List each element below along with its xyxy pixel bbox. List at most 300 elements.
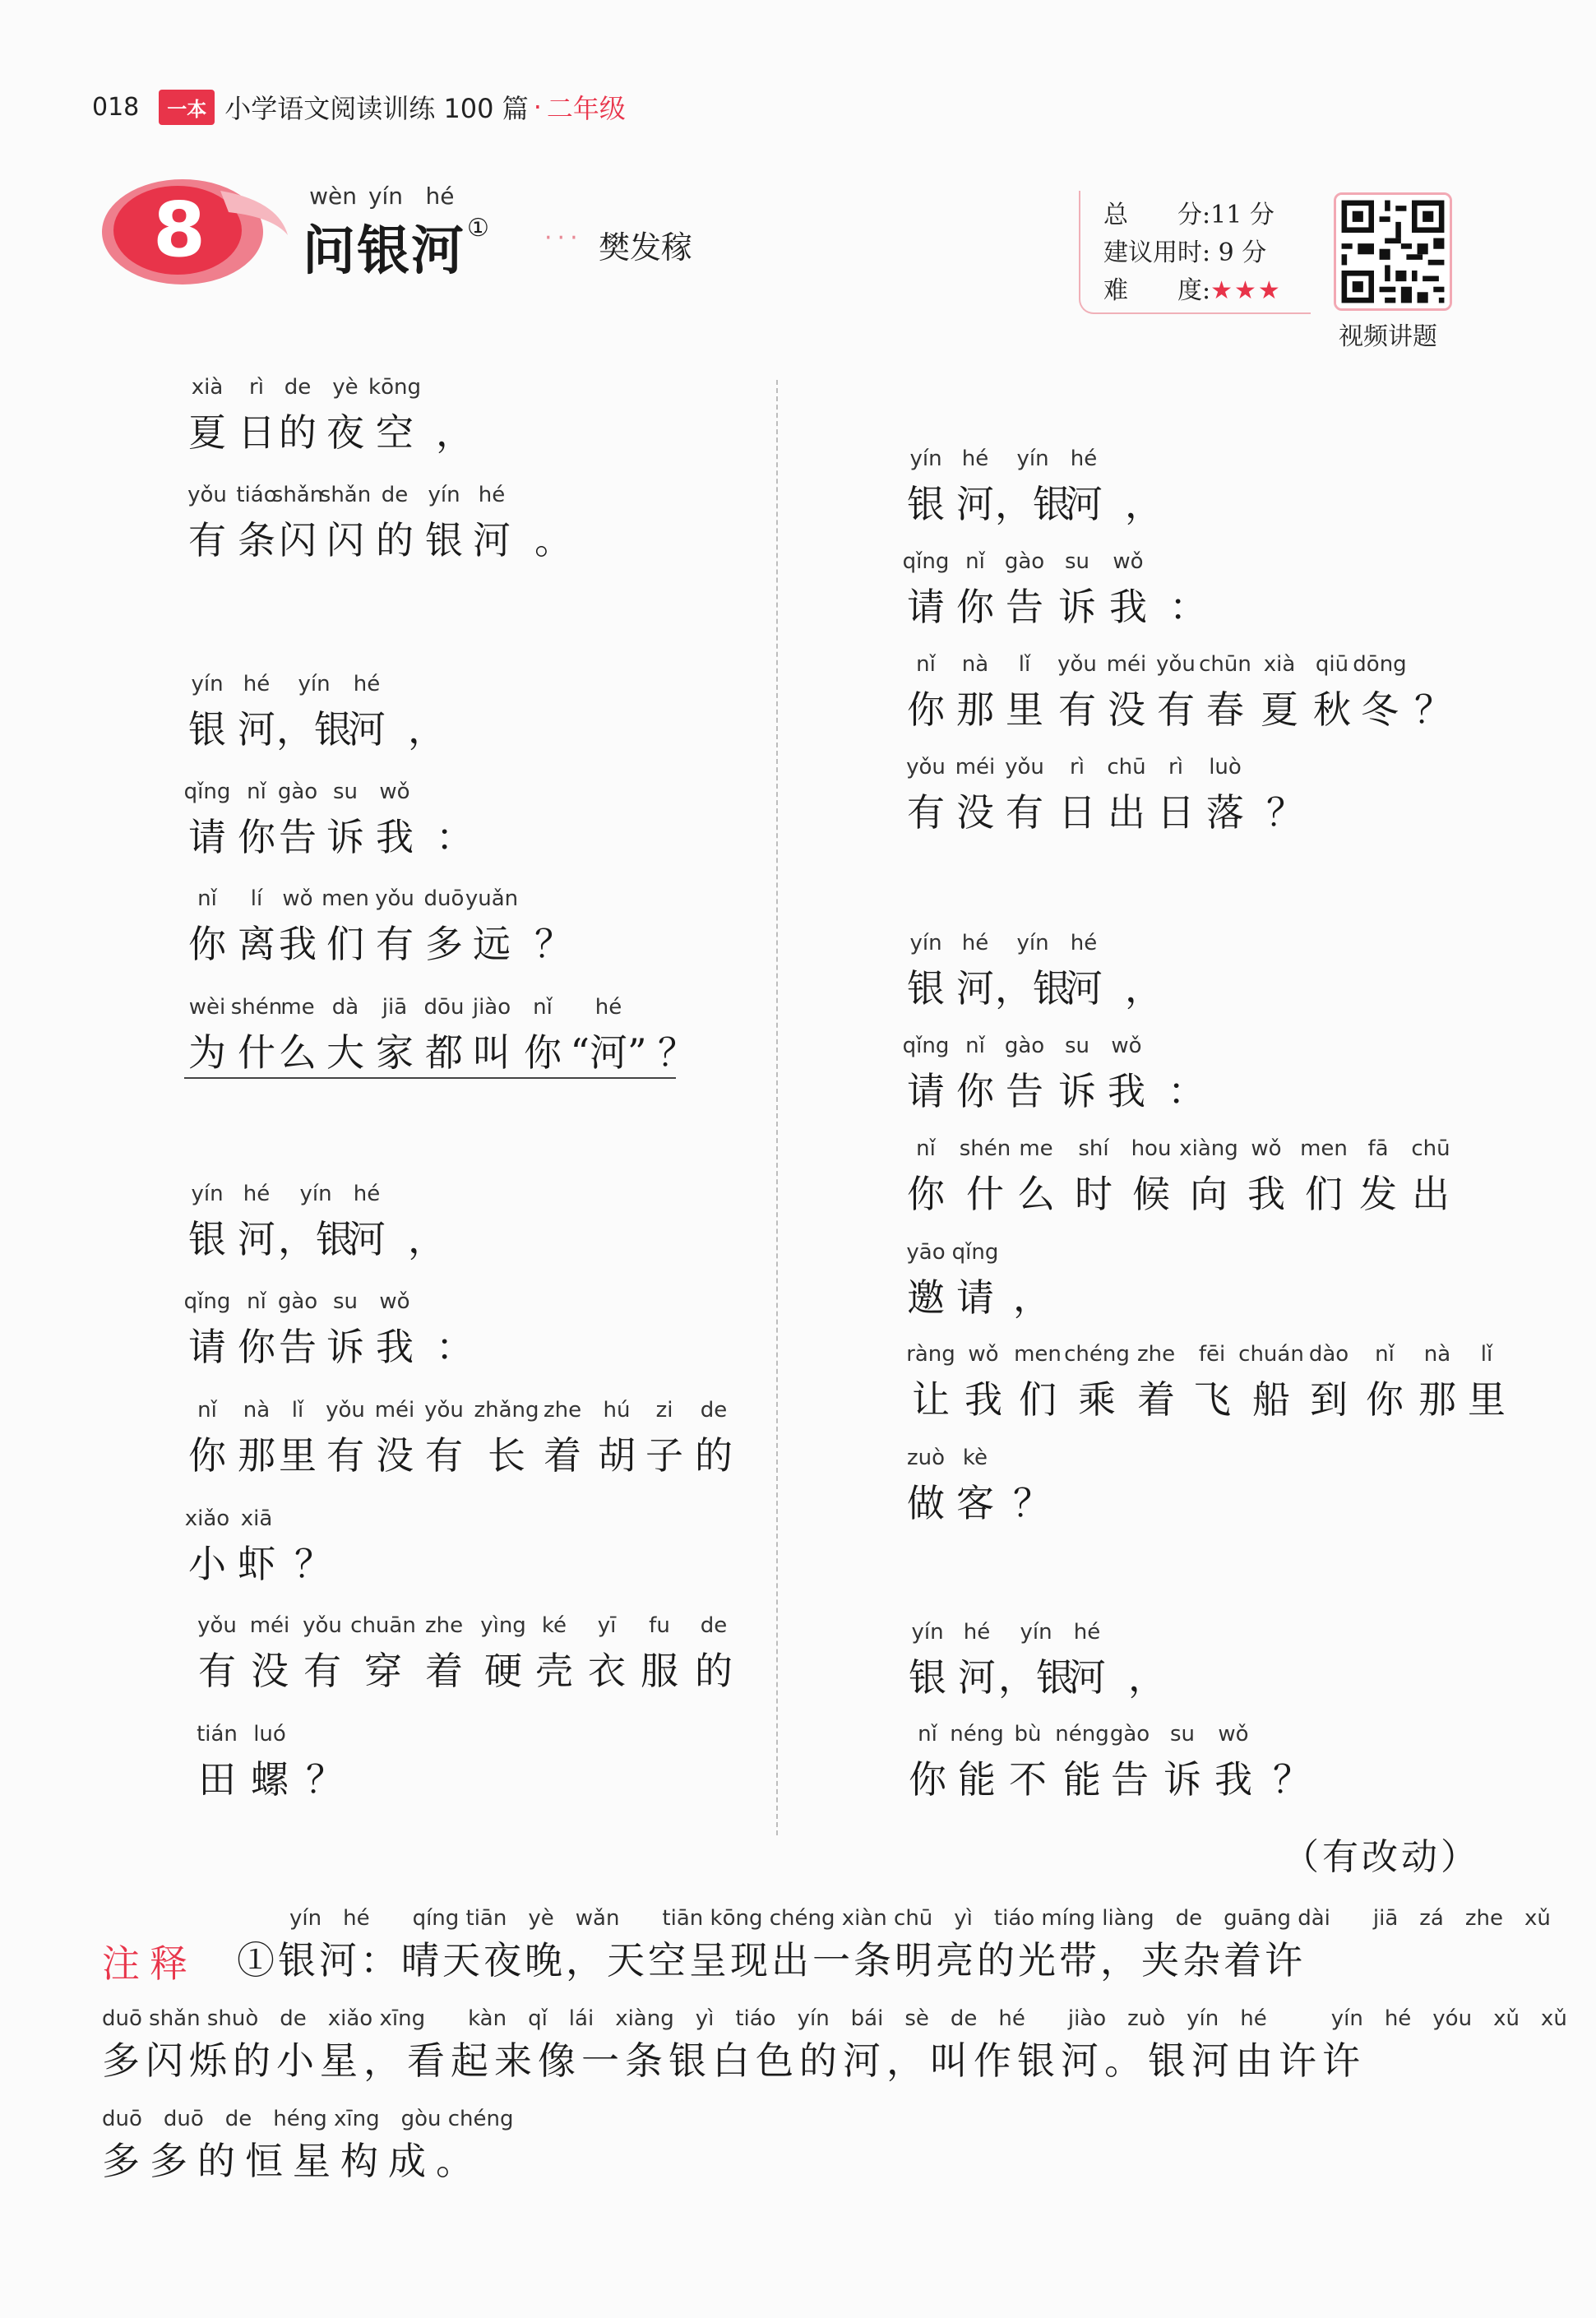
pinyin: nǐ xyxy=(918,1722,937,1747)
pinyin: yǒu xyxy=(1005,755,1044,780)
annotation-pinyin-1: yín hé qíng tiān yè wǎn tiān kōng chéng xiàn chū yì tiáo míng liàng de guāng dài jiā zá zhe xǔ xyxy=(289,1906,1551,1931)
video-qr-code[interactable] xyxy=(1334,192,1452,311)
hanzi: 那 xyxy=(238,1433,275,1478)
hanzi: 河 xyxy=(348,1217,386,1261)
pinyin: xiā xyxy=(240,1506,273,1531)
punctuation: ？ xyxy=(306,1757,344,1802)
footnote-mark: ① xyxy=(467,214,489,243)
annotation-line-3: 多多的恒星构成。 xyxy=(102,2139,483,2183)
pinyin: hé xyxy=(353,672,381,696)
pinyin: gào xyxy=(1004,1034,1045,1058)
hanzi: 告 xyxy=(279,1325,317,1369)
pinyin: shǎn xyxy=(271,483,324,507)
hanzi: 河 xyxy=(958,1655,996,1700)
punctuation: ： xyxy=(436,1325,474,1369)
punctuation: ， xyxy=(1128,1655,1166,1700)
pinyin: yìng xyxy=(480,1613,526,1638)
hanzi: 螺 xyxy=(251,1757,289,1802)
hanzi: 河 xyxy=(956,966,994,1011)
pinyin: nǐ xyxy=(965,1034,985,1058)
hanzi: 船 xyxy=(1252,1377,1290,1422)
pinyin: hé xyxy=(961,446,989,471)
pinyin: hé xyxy=(963,1620,991,1645)
pinyin: yín xyxy=(911,1620,944,1645)
hanzi: 们 xyxy=(1019,1377,1057,1422)
pinyin: lǐ xyxy=(291,1398,304,1423)
punctuation: ？ xyxy=(534,922,572,966)
pinyin: su xyxy=(1064,1034,1090,1058)
hanzi: 胡 xyxy=(598,1433,636,1478)
pinyin: méi xyxy=(955,755,996,780)
hanzi: 田 xyxy=(198,1757,236,1802)
pinyin: yín xyxy=(909,446,942,471)
pinyin: lǐ xyxy=(1018,652,1031,677)
pinyin: gào xyxy=(277,780,318,804)
pinyin: shén xyxy=(959,1136,1011,1161)
pinyin: yī xyxy=(597,1613,617,1638)
hanzi: 夜 xyxy=(326,410,364,455)
hanzi: 告 xyxy=(279,815,317,859)
hanzi: 着 xyxy=(425,1649,463,1693)
pinyin: yín xyxy=(1016,446,1049,471)
pinyin: qǐng xyxy=(951,1240,999,1265)
running-header xyxy=(92,89,626,125)
hanzi: 有 xyxy=(326,1433,364,1478)
pinyin: me xyxy=(1019,1136,1053,1161)
hanzi: 着 xyxy=(544,1433,581,1478)
hanzi: 那 xyxy=(1418,1377,1456,1422)
pinyin: yǒu xyxy=(303,1613,342,1638)
hanzi: 我 xyxy=(965,1377,1002,1422)
hanzi: 出 xyxy=(1412,1172,1450,1216)
hanzi: 邀 xyxy=(907,1275,945,1320)
pinyin: yǒu xyxy=(1057,652,1097,677)
pinyin: men xyxy=(322,886,369,911)
hanzi: 你 xyxy=(956,1069,994,1113)
pinyin: dào xyxy=(1308,1342,1349,1367)
hanzi: ，银 xyxy=(995,966,1071,1011)
hanzi: 发 xyxy=(1359,1172,1397,1216)
punctuation: ？ xyxy=(294,1542,332,1586)
pinyin: nà xyxy=(1423,1342,1451,1367)
hanzi: 能 xyxy=(1063,1757,1101,1802)
hanzi: 没 xyxy=(1108,687,1145,732)
pinyin: qǐng xyxy=(183,780,231,804)
hanzi: 穿 xyxy=(364,1649,402,1693)
hanzi: 有 xyxy=(1006,790,1043,835)
hanzi: 什 xyxy=(966,1172,1004,1216)
title-pinyin: wèn xyxy=(309,183,357,210)
pinyin: duō xyxy=(423,886,465,911)
pinyin: qǐng xyxy=(902,1034,950,1058)
hanzi: 远 xyxy=(473,922,511,966)
hanzi: 你 xyxy=(524,1030,562,1075)
pinyin: hé xyxy=(478,483,506,507)
pinyin: zhǎng xyxy=(474,1398,539,1423)
title-pinyin: yín xyxy=(368,183,404,210)
hanzi: 你 xyxy=(238,815,275,859)
hanzi: 有 xyxy=(907,790,945,835)
pinyin: nǐ xyxy=(1375,1342,1395,1367)
hanzi: 客 xyxy=(956,1481,994,1525)
pinyin: luò xyxy=(1209,755,1242,780)
hanzi: 请 xyxy=(956,1275,994,1320)
pinyin: zhe xyxy=(1136,1342,1176,1367)
pinyin: fēi xyxy=(1198,1342,1226,1367)
punctuation: ： xyxy=(1168,1069,1205,1113)
hanzi: 没 xyxy=(956,790,994,835)
hanzi: 做 xyxy=(907,1481,945,1525)
hanzi: 我 xyxy=(1214,1757,1252,1802)
pinyin: yǒu xyxy=(375,886,414,911)
pinyin: de xyxy=(284,375,312,400)
hanzi: 什 xyxy=(238,1030,275,1075)
hanzi: 没 xyxy=(251,1649,289,1693)
book-title: 小学语文阅读训练 100 篇 xyxy=(224,93,529,124)
title-pinyin: hé xyxy=(425,183,455,210)
pinyin: nǐ xyxy=(965,549,985,574)
pinyin: xià xyxy=(191,375,224,400)
hanzi: 你 xyxy=(188,922,226,966)
hanzi: 向 xyxy=(1190,1172,1228,1216)
hanzi: 夏 xyxy=(1261,687,1298,732)
hanzi: 我 xyxy=(376,815,414,859)
hanzi: ，银 xyxy=(995,482,1071,526)
pinyin: dà xyxy=(331,995,359,1020)
hanzi: 日 xyxy=(1157,790,1195,835)
pinyin: qiū xyxy=(1315,652,1349,677)
pinyin: yín xyxy=(1016,931,1049,955)
suggested-time: 建议用时: 9 分 xyxy=(1103,238,1267,267)
brand-logo: 一本 xyxy=(159,90,215,125)
pinyin: zhe xyxy=(543,1398,582,1423)
hanzi: 告 xyxy=(1006,585,1043,629)
pinyin: nǐ xyxy=(197,886,217,911)
punctuation: ， xyxy=(436,410,474,455)
hanzi: 有 xyxy=(1157,687,1195,732)
hanzi: 我 xyxy=(279,922,317,966)
hanzi: 我 xyxy=(376,1325,414,1369)
hanzi: 时 xyxy=(1075,1172,1113,1216)
hanzi: 没 xyxy=(376,1433,414,1478)
lesson-number: 8 xyxy=(153,186,206,274)
punctuation: ， xyxy=(408,707,446,752)
info-box xyxy=(1079,191,1311,314)
hanzi: 有 xyxy=(188,518,226,562)
hanzi: 河 xyxy=(1065,482,1103,526)
hanzi: 有 xyxy=(425,1433,463,1478)
pinyin: ràng xyxy=(906,1342,955,1367)
annotation-pinyin-3: duō duō de héng xīng gòu chéng xyxy=(102,2107,514,2131)
hanzi: 你 xyxy=(956,585,994,629)
hanzi: 里 xyxy=(279,1433,317,1478)
hanzi: 乘 xyxy=(1078,1377,1116,1422)
pinyin: chuān xyxy=(350,1613,416,1638)
pinyin: wǒ xyxy=(379,780,410,804)
punctuation: ？ xyxy=(1266,790,1304,835)
punctuation: ， xyxy=(1125,966,1163,1011)
hanzi: 那 xyxy=(956,687,994,732)
pinyin: nǐ xyxy=(247,780,266,804)
pinyin: xiǎo xyxy=(184,1506,230,1531)
pinyin: hé xyxy=(1070,446,1098,471)
hanzi: 的 xyxy=(279,410,317,455)
pinyin: wǒ xyxy=(282,886,313,911)
total-score: 总 分:11 分 xyxy=(1103,201,1274,229)
hanzi: 我 xyxy=(1109,585,1147,629)
hanzi: 告 xyxy=(1006,1069,1043,1113)
pinyin: fu xyxy=(649,1613,670,1638)
pinyin: hé xyxy=(353,1182,381,1206)
hanzi: 你 xyxy=(907,687,945,732)
pinyin: wǒ xyxy=(1111,1034,1142,1058)
hanzi: 河 xyxy=(238,1217,275,1261)
pinyin: yǒu xyxy=(187,483,227,507)
pinyin: yuǎn xyxy=(465,886,519,911)
pinyin: gào xyxy=(1109,1722,1150,1747)
pinyin: nǐ xyxy=(916,652,936,677)
hanzi: 银 xyxy=(188,1217,226,1261)
hanzi: ，银 xyxy=(998,1655,1074,1700)
pinyin: hú xyxy=(603,1398,631,1423)
pinyin: chū xyxy=(1107,755,1146,780)
punctuation: ？ xyxy=(1273,1757,1311,1802)
hanzi: 的 xyxy=(376,518,414,562)
pinyin: tiáo xyxy=(236,483,277,507)
pinyin: yǒu xyxy=(1156,652,1196,677)
hanzi: 虾 xyxy=(238,1542,275,1586)
pinyin: chéng xyxy=(1064,1342,1130,1367)
pinyin: méi xyxy=(1106,652,1147,677)
pinyin: tián xyxy=(197,1722,238,1747)
pinyin: fā xyxy=(1367,1136,1389,1161)
hanzi: 长 xyxy=(488,1433,525,1478)
difficulty-stars: ★★★ xyxy=(1210,276,1282,305)
hanzi: 条 xyxy=(238,518,275,562)
hanzi: 我 xyxy=(1108,1069,1145,1113)
pinyin: yín xyxy=(191,1182,224,1206)
pinyin: jiā xyxy=(382,995,408,1020)
pinyin: su xyxy=(332,780,359,804)
hanzi: 冬 xyxy=(1361,687,1399,732)
hanzi: 飞 xyxy=(1193,1377,1231,1422)
annotation-line-2: 多闪烁的小星，看起来像一条银白色的河，叫作银河。银河由许许 xyxy=(102,2038,1366,2083)
pinyin: zi xyxy=(655,1398,673,1423)
pinyin: chuán xyxy=(1238,1342,1304,1367)
hanzi: 你 xyxy=(238,1325,275,1369)
pinyin: hé xyxy=(1070,931,1098,955)
punctuation: ， xyxy=(1125,482,1163,526)
hanzi: 你 xyxy=(188,1433,226,1478)
hanzi: 你 xyxy=(1366,1377,1404,1422)
punctuation: ， xyxy=(408,1217,446,1261)
hanzi: 有 xyxy=(376,922,414,966)
hanzi: 子 xyxy=(645,1433,683,1478)
column-divider xyxy=(776,380,778,1835)
pinyin: men xyxy=(1300,1136,1348,1161)
hanzi: 空 xyxy=(376,410,414,455)
hanzi: 们 xyxy=(1305,1172,1343,1216)
hanzi: 大 xyxy=(326,1030,364,1075)
hanzi: 的 xyxy=(695,1649,733,1693)
hanzi: 诉 xyxy=(326,815,364,859)
pinyin: nǐ xyxy=(916,1136,936,1161)
pinyin: rì xyxy=(1168,755,1183,780)
hanzi: 请 xyxy=(188,815,226,859)
punctuation: ？ xyxy=(1013,1481,1051,1525)
pinyin: hé xyxy=(594,995,622,1020)
hanzi: 出 xyxy=(1108,790,1145,835)
hanzi: 我 xyxy=(1247,1172,1285,1216)
hanzi: 诉 xyxy=(1163,1757,1201,1802)
hanzi: 闪 xyxy=(279,518,317,562)
hanzi: 闪 xyxy=(326,518,364,562)
hanzi: 们 xyxy=(326,922,364,966)
pinyin: lí xyxy=(250,886,263,911)
hanzi: 秋 xyxy=(1313,687,1351,732)
pinyin: zuò xyxy=(906,1446,946,1470)
pinyin: zhe xyxy=(424,1613,464,1638)
hanzi: 河 xyxy=(956,482,994,526)
pinyin: méi xyxy=(249,1613,290,1638)
title-dots: ··· xyxy=(544,224,583,252)
pinyin: yǒu xyxy=(424,1398,464,1423)
hanzi: 都 xyxy=(425,1030,463,1075)
pinyin: yǒu xyxy=(906,755,946,780)
pinyin: xiàng xyxy=(1179,1136,1238,1161)
punctuation: ： xyxy=(436,815,474,859)
pinyin: hé xyxy=(961,931,989,955)
pinyin: hé xyxy=(1073,1620,1101,1645)
pinyin: chū xyxy=(1411,1136,1450,1161)
pinyin: bù xyxy=(1014,1722,1042,1747)
pinyin: shǎn xyxy=(319,483,372,507)
pinyin: luó xyxy=(253,1722,286,1747)
pinyin: wǒ xyxy=(1113,549,1144,574)
pinyin: yín xyxy=(428,483,460,507)
hanzi: 河 xyxy=(1065,966,1103,1011)
author-name: 樊发稼 xyxy=(599,229,693,266)
hanzi: 你 xyxy=(909,1757,946,1802)
annotation-pinyin-2: duō shǎn shuò de xiǎo xīng kàn qǐ lái xiàng yì tiáo yín bái sè de hé jiào zuò yín hé yín hé yóu xǔ xǔ xyxy=(102,2006,1567,2031)
hanzi: “河” xyxy=(570,1030,647,1075)
revision-note: （有改动） xyxy=(1283,1836,1480,1878)
hanzi: 有 xyxy=(1058,687,1096,732)
pinyin: lǐ xyxy=(1480,1342,1493,1367)
hanzi: 小 xyxy=(188,1542,226,1586)
difficulty-label: 难 度: xyxy=(1103,276,1211,305)
pinyin: wèi xyxy=(188,995,226,1020)
pinyin: de xyxy=(381,483,409,507)
pinyin: néng xyxy=(1055,1722,1109,1747)
pinyin: nǐ xyxy=(197,1398,217,1423)
pinyin: de xyxy=(700,1613,728,1638)
punctuation: ？ xyxy=(1414,687,1452,732)
hanzi: 诉 xyxy=(326,1325,364,1369)
pinyin: yǒu xyxy=(326,1398,365,1423)
pinyin: shén xyxy=(230,995,283,1020)
pinyin: wǒ xyxy=(1218,1722,1249,1747)
hanzi: 着 xyxy=(1137,1377,1175,1422)
pinyin: hé xyxy=(243,672,271,696)
pinyin: qǐng xyxy=(183,1289,231,1314)
pinyin: yǒu xyxy=(197,1613,237,1638)
hanzi: 到 xyxy=(1310,1377,1348,1422)
hanzi: 告 xyxy=(1111,1757,1149,1802)
pinyin: yín xyxy=(299,1182,332,1206)
hanzi: 能 xyxy=(958,1757,996,1802)
pinyin: de xyxy=(700,1398,728,1423)
hanzi: 日 xyxy=(1058,790,1096,835)
annotation-label: 注释 xyxy=(102,1941,197,1986)
pinyin: yín xyxy=(1020,1620,1052,1645)
hanzi: 河 xyxy=(238,707,275,752)
pinyin: yín xyxy=(191,672,224,696)
pinyin: dōu xyxy=(423,995,465,1020)
hanzi: 壳 xyxy=(535,1649,573,1693)
difficulty xyxy=(1103,270,1282,306)
pinyin: nǐ xyxy=(533,995,553,1020)
hanzi: 多 xyxy=(425,922,463,966)
hanzi: 银 xyxy=(907,966,945,1011)
hanzi: 的 xyxy=(695,1433,733,1478)
pinyin: su xyxy=(1169,1722,1196,1747)
punctuation: ： xyxy=(1169,585,1207,629)
pinyin: su xyxy=(332,1289,359,1314)
pinyin: wǒ xyxy=(379,1289,410,1314)
pinyin: yāo xyxy=(906,1240,946,1265)
hanzi: 夏 xyxy=(188,410,226,455)
pinyin: rì xyxy=(249,375,264,400)
pinyin: jiào xyxy=(472,995,511,1020)
hanzi: 银 xyxy=(425,518,463,562)
hanzi: 衣 xyxy=(588,1649,626,1693)
hanzi: 河 xyxy=(348,707,386,752)
hanzi: 春 xyxy=(1206,687,1244,732)
pinyin: wǒ xyxy=(968,1342,999,1367)
hanzi: 河 xyxy=(473,518,511,562)
hanzi: 么 xyxy=(1017,1172,1055,1216)
hanzi: 有 xyxy=(198,1649,236,1693)
pinyin: kè xyxy=(962,1446,988,1470)
pinyin: wǒ xyxy=(1251,1136,1282,1161)
pinyin: gào xyxy=(277,1289,318,1314)
pinyin: men xyxy=(1014,1342,1062,1367)
hanzi: 硬 xyxy=(484,1649,522,1693)
hanzi: 日 xyxy=(238,410,275,455)
pinyin: ké xyxy=(541,1613,567,1638)
pinyin: me xyxy=(280,995,315,1020)
grade-label: 二年级 xyxy=(546,93,626,124)
pinyin: nǐ xyxy=(247,1289,266,1314)
pinyin: hou xyxy=(1131,1136,1172,1161)
header-separator: · xyxy=(533,91,542,123)
lesson-title: 问银河 xyxy=(303,220,465,282)
pinyin: néng xyxy=(950,1722,1004,1747)
pinyin: hé xyxy=(243,1182,271,1206)
pinyin: yè xyxy=(332,375,359,400)
pinyin: méi xyxy=(374,1398,415,1423)
pinyin: yín xyxy=(909,931,942,955)
hanzi: 银 xyxy=(188,707,226,752)
pinyin: yín xyxy=(298,672,331,696)
pinyin: xià xyxy=(1263,652,1296,677)
pinyin: rì xyxy=(1070,755,1085,780)
hanzi: 银 xyxy=(907,482,945,526)
hanzi: 请 xyxy=(188,1325,226,1369)
punctuation: 。 xyxy=(534,518,572,562)
pinyin: gào xyxy=(1004,549,1045,574)
